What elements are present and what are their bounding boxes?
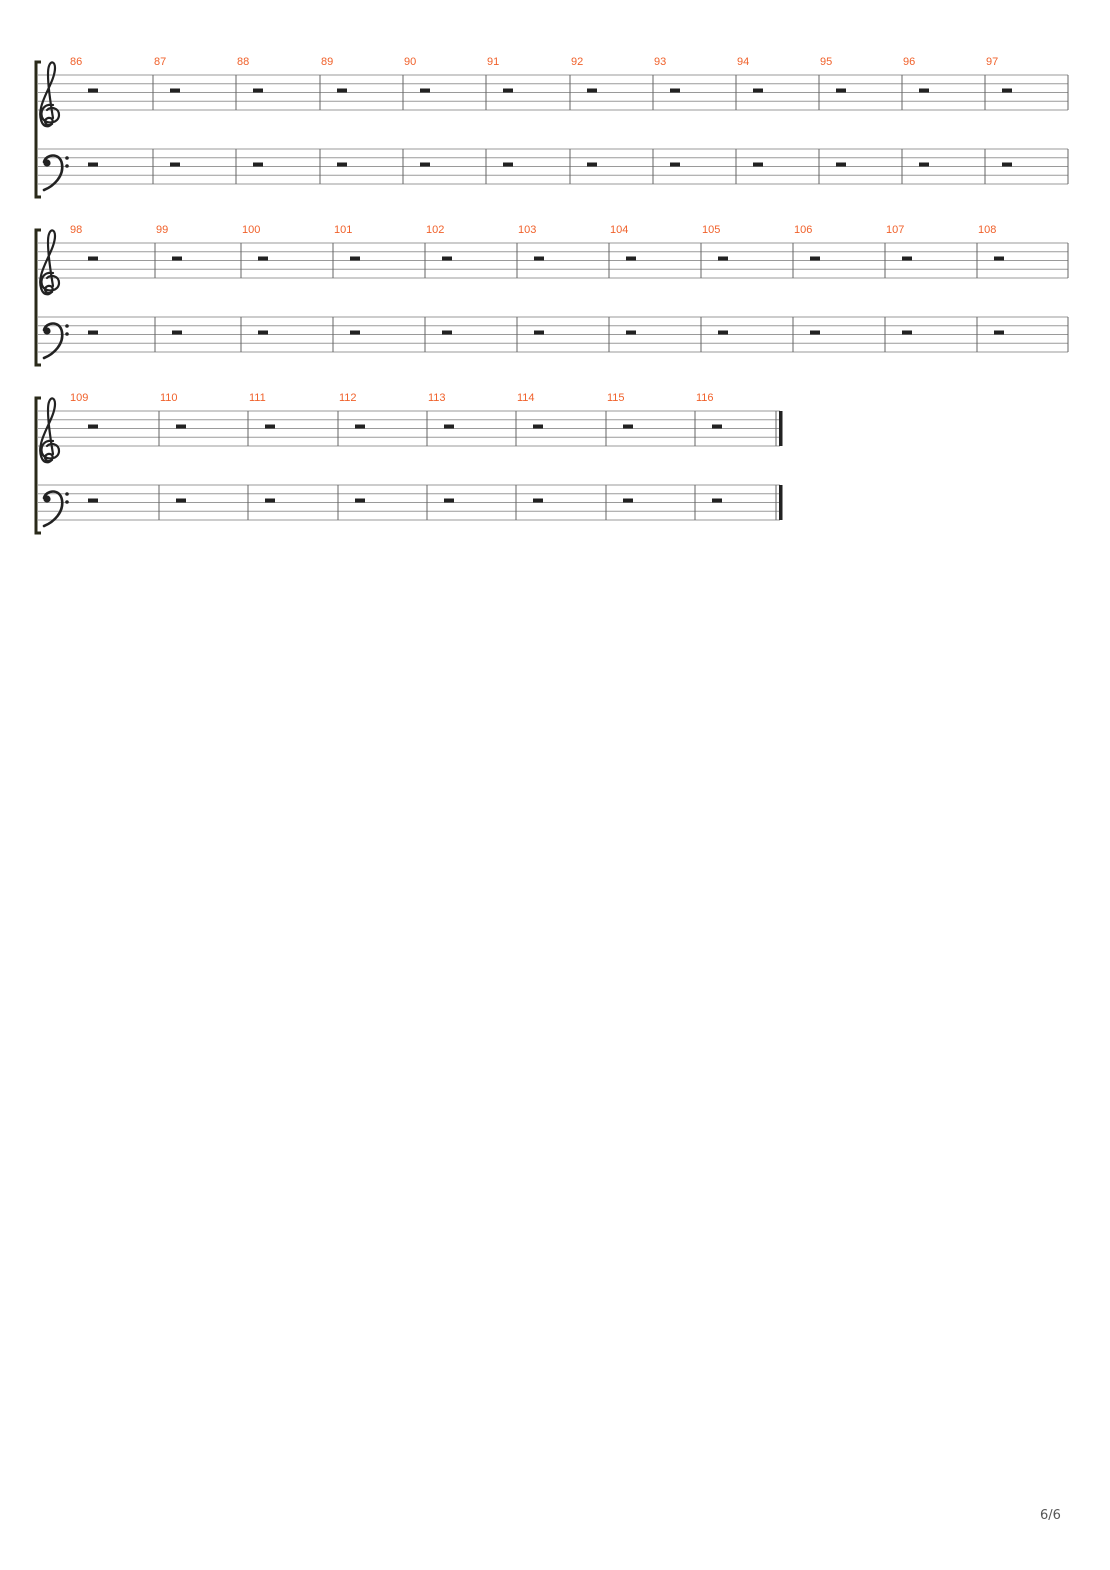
half-rest	[533, 499, 543, 503]
half-rest	[420, 89, 430, 93]
half-rest	[88, 163, 98, 167]
measure-number: 110	[160, 392, 178, 404]
half-rest	[534, 257, 544, 261]
measure-number: 106	[794, 224, 813, 236]
measure-number: 88	[237, 56, 250, 68]
half-rest	[503, 163, 513, 167]
system-bracket	[36, 62, 41, 197]
half-rest	[176, 425, 186, 429]
half-rest	[587, 89, 597, 93]
half-rest	[350, 257, 360, 261]
half-rest	[355, 425, 365, 429]
measure-number: 109	[70, 392, 89, 404]
half-rest	[337, 163, 347, 167]
half-rest	[172, 331, 182, 335]
measure-number: 115	[607, 392, 625, 404]
half-rest	[337, 89, 347, 93]
measure-number: 86	[70, 56, 83, 68]
measure-number: 103	[518, 224, 537, 236]
half-rest	[623, 499, 633, 503]
measure-number: 114	[517, 392, 535, 404]
half-rest	[420, 163, 430, 167]
measure-number: 105	[702, 224, 721, 236]
treble-clef-icon	[40, 230, 59, 294]
measure-number: 92	[571, 56, 584, 68]
half-rest	[253, 89, 263, 93]
bass-staff	[38, 149, 1068, 190]
half-rest	[587, 163, 597, 167]
treble-clef-icon	[40, 398, 59, 462]
treble-staff	[38, 230, 1068, 294]
half-rest	[533, 425, 543, 429]
half-rest	[626, 257, 636, 261]
system-1	[36, 56, 1068, 197]
half-rest	[712, 499, 722, 503]
measure-number: 100	[242, 224, 261, 236]
half-rest	[919, 163, 929, 167]
half-rest	[176, 499, 186, 503]
half-rest	[258, 331, 268, 335]
system-3	[36, 392, 783, 533]
half-rest	[626, 331, 636, 335]
measure-number: 111	[249, 392, 266, 404]
bass-staff	[38, 485, 783, 526]
half-rest	[503, 89, 513, 93]
half-rest	[355, 499, 365, 503]
half-rest	[88, 257, 98, 261]
measure-number: 104	[610, 224, 629, 236]
final-barline-thick	[779, 411, 783, 446]
measure-number: 87	[154, 56, 167, 68]
measure-number: 97	[986, 56, 999, 68]
half-rest	[88, 425, 98, 429]
measure-number: 90	[404, 56, 417, 68]
measure-number: 102	[426, 224, 445, 236]
half-rest	[350, 331, 360, 335]
measure-number: 95	[820, 56, 833, 68]
half-rest	[718, 331, 728, 335]
half-rest	[88, 331, 98, 335]
half-rest	[836, 89, 846, 93]
measure-number: 98	[70, 224, 83, 236]
half-rest	[670, 89, 680, 93]
half-rest	[170, 163, 180, 167]
half-rest	[88, 89, 98, 93]
system-bracket	[36, 398, 41, 533]
half-rest	[442, 331, 452, 335]
bass-staff	[38, 317, 1068, 358]
half-rest	[444, 425, 454, 429]
half-rest	[253, 163, 263, 167]
measure-number: 91	[487, 56, 500, 68]
measure-number: 99	[156, 224, 169, 236]
half-rest	[902, 331, 912, 335]
bass-clef-icon	[43, 324, 68, 359]
measure-number: 89	[321, 56, 334, 68]
treble-staff	[38, 62, 1068, 126]
system-2	[36, 224, 1068, 365]
measure-number: 113	[428, 392, 446, 404]
measure-number: 108	[978, 224, 997, 236]
measure-number: 96	[903, 56, 916, 68]
bass-clef-icon	[43, 156, 68, 191]
measure-number: 116	[696, 392, 714, 404]
half-rest	[753, 163, 763, 167]
measure-number: 101	[334, 224, 353, 236]
half-rest	[172, 257, 182, 261]
treble-staff	[38, 398, 783, 462]
measure-number: 107	[886, 224, 905, 236]
half-rest	[994, 331, 1004, 335]
treble-clef-icon	[40, 62, 59, 126]
half-rest	[753, 89, 763, 93]
half-rest	[810, 331, 820, 335]
page-number: 6/6	[1040, 1508, 1061, 1523]
half-rest	[902, 257, 912, 261]
final-barline-thick	[779, 485, 783, 520]
half-rest	[1002, 163, 1012, 167]
half-rest	[670, 163, 680, 167]
measure-number: 112	[339, 392, 357, 404]
half-rest	[88, 499, 98, 503]
half-rest	[810, 257, 820, 261]
half-rest	[994, 257, 1004, 261]
half-rest	[442, 257, 452, 261]
half-rest	[623, 425, 633, 429]
measure-number: 93	[654, 56, 667, 68]
half-rest	[265, 499, 275, 503]
half-rest	[1002, 89, 1012, 93]
measure-number: 94	[737, 56, 750, 68]
half-rest	[919, 89, 929, 93]
half-rest	[534, 331, 544, 335]
half-rest	[718, 257, 728, 261]
bass-clef-icon	[43, 492, 68, 527]
half-rest	[712, 425, 722, 429]
half-rest	[444, 499, 454, 503]
half-rest	[170, 89, 180, 93]
system-bracket	[36, 230, 41, 365]
half-rest	[836, 163, 846, 167]
half-rest	[258, 257, 268, 261]
half-rest	[265, 425, 275, 429]
